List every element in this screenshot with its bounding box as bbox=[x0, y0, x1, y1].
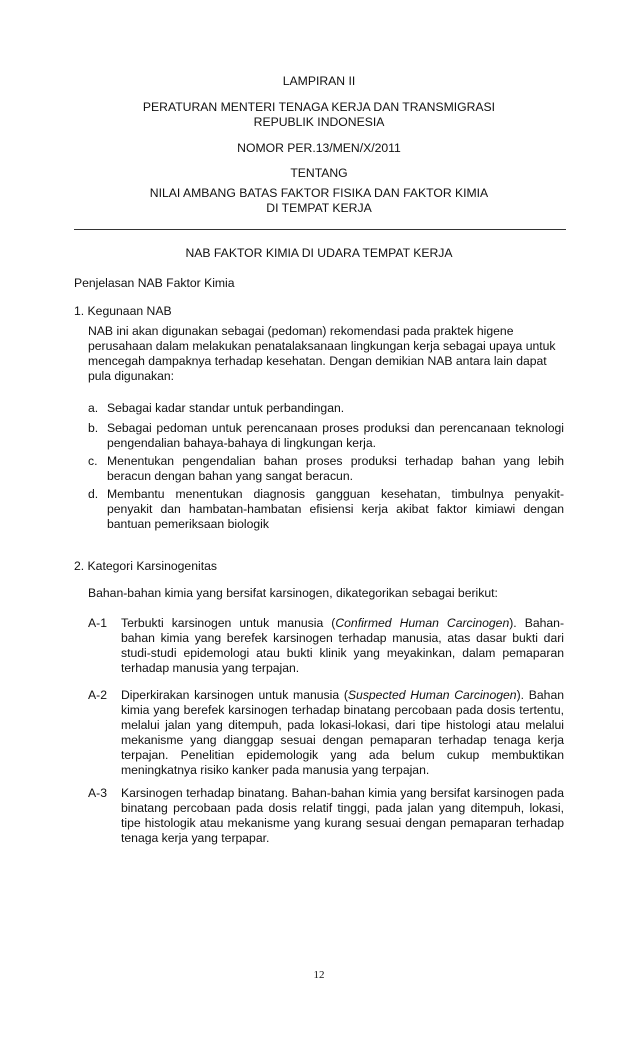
list-text: Sebagai pedoman untuk perencanaan proses produksi dan perencanaan teknologi pengendalian bahaya-bahaya di lingkungan kerja. bbox=[107, 421, 564, 450]
regulation-number: NOMOR PER.13/MEN/X/2011 bbox=[237, 141, 401, 155]
list-marker: a. bbox=[88, 401, 99, 415]
category-lead: Karsinogen terhadap binatang. Bahan-bahan kimia yang bersifat karsinogen pada binatang percobaan pada dosis relatif tinggi, pada jalan yang ditempuh, lokasi, tipe histologik atau mekanisme yang kurang sesuai dengan pemaparan terhadap tenaga kerja yang terpapar. bbox=[121, 786, 564, 845]
list-item bbox=[88, 401, 564, 416]
regulation-title-line1: PERATURAN MENTERI TENAGA KERJA DAN TRANSMIGRASI bbox=[142, 100, 496, 114]
category-lead: Diperkirakan karsinogen untuk manusia ( bbox=[121, 688, 348, 702]
regulation-title-line2: REPUBLIK INDONESIA bbox=[253, 115, 385, 129]
category-term: Confirmed Human Carcinogen bbox=[335, 616, 510, 630]
category-text bbox=[121, 688, 564, 778]
subject-line2: DI TEMPAT KERJA bbox=[266, 201, 372, 215]
section2-intro: Bahan-bahan kimia yang bersifat karsinogen, dikategorikan sebagai berikut: bbox=[88, 586, 498, 600]
list-marker: b. bbox=[88, 421, 99, 435]
lampiran-label: LAMPIRAN II bbox=[282, 74, 356, 88]
category-code: A-2 bbox=[88, 688, 107, 702]
category-item bbox=[88, 688, 564, 778]
list-item bbox=[88, 421, 564, 451]
category-item bbox=[88, 616, 564, 676]
intro-heading: Penjelasan NAB Faktor Kimia bbox=[74, 276, 235, 290]
section-title: NAB FAKTOR KIMIA DI UDARA TEMPAT KERJA bbox=[185, 246, 453, 260]
page-number: 12 bbox=[313, 969, 325, 981]
list-text: Sebagai kadar standar untuk perbandingan. bbox=[107, 401, 345, 415]
list-marker: d. bbox=[88, 487, 99, 501]
tentang-label: TENTANG bbox=[290, 166, 348, 180]
section1-paragraph: NAB ini akan digunakan sebagai (pedoman) rekomendasi pada praktek higene perusahaan dalam melakukan penatalaksanaan lingkungan kerja sebagai upaya untuk mencegah dampaknya terhadap kesehatan. Dengan demikian NAB antara lain dapat pula digunakan: bbox=[88, 324, 556, 383]
category-code: A-3 bbox=[88, 786, 107, 800]
category-code: A-1 bbox=[88, 616, 107, 630]
category-rest: ). Bahan kimia yang berefek karsinogen terhadap binatang percobaan pada dosis tertentu, melalui jalan yang ditempuh, pada lokasi-lokasi, dari tipe histologi atau melalui mekanisme yang dianggap sesuai dengan pemaparan terhadap tenaga kerja terpajan. Penelitian epidemologik yang ada belum cukup membuktikan meningkatnya risiko kanker pada manusia yang terpajan. bbox=[121, 688, 564, 777]
list-text: Membantu menentukan diagnosis gangguan kesehatan, timbulnya penyakit-penyakit dan hambatan-hambatan efisiensi kerja akibat faktor kimiawi dengan bantuan pemeriksaan biologik bbox=[107, 487, 564, 531]
list-text: Menentukan pengendalian bahan proses produksi terhadap bahan yang lebih beracun dengan bahan yang sangat beracun. bbox=[107, 454, 564, 483]
category-text bbox=[121, 786, 564, 846]
category-rest: ). Bahan-bahan kimia yang berefek karsinogen terhadap manusia, atas dasar bukti dari studi-studi epidemologi atau bukti klinik yang meyakinkan, dalam pemaparan terhadap manusia yang terpajan. bbox=[121, 616, 565, 675]
list-marker: c. bbox=[88, 454, 98, 468]
category-item bbox=[88, 786, 564, 846]
subject-line1: NILAI AMBANG BATAS FAKTOR FISIKA DAN FAKTOR KIMIA bbox=[149, 186, 489, 200]
category-lead: Terbukti karsinogen untuk manusia ( bbox=[121, 616, 336, 630]
list-item bbox=[88, 454, 564, 484]
section1-heading: 1. Kegunaan NAB bbox=[74, 304, 172, 318]
list-item bbox=[88, 487, 564, 532]
header-divider bbox=[74, 229, 566, 230]
category-term: Suspected Human Carcinogen bbox=[347, 688, 517, 702]
category-text bbox=[121, 616, 564, 676]
section2-heading: 2. Kategori Karsinogenitas bbox=[74, 559, 217, 573]
